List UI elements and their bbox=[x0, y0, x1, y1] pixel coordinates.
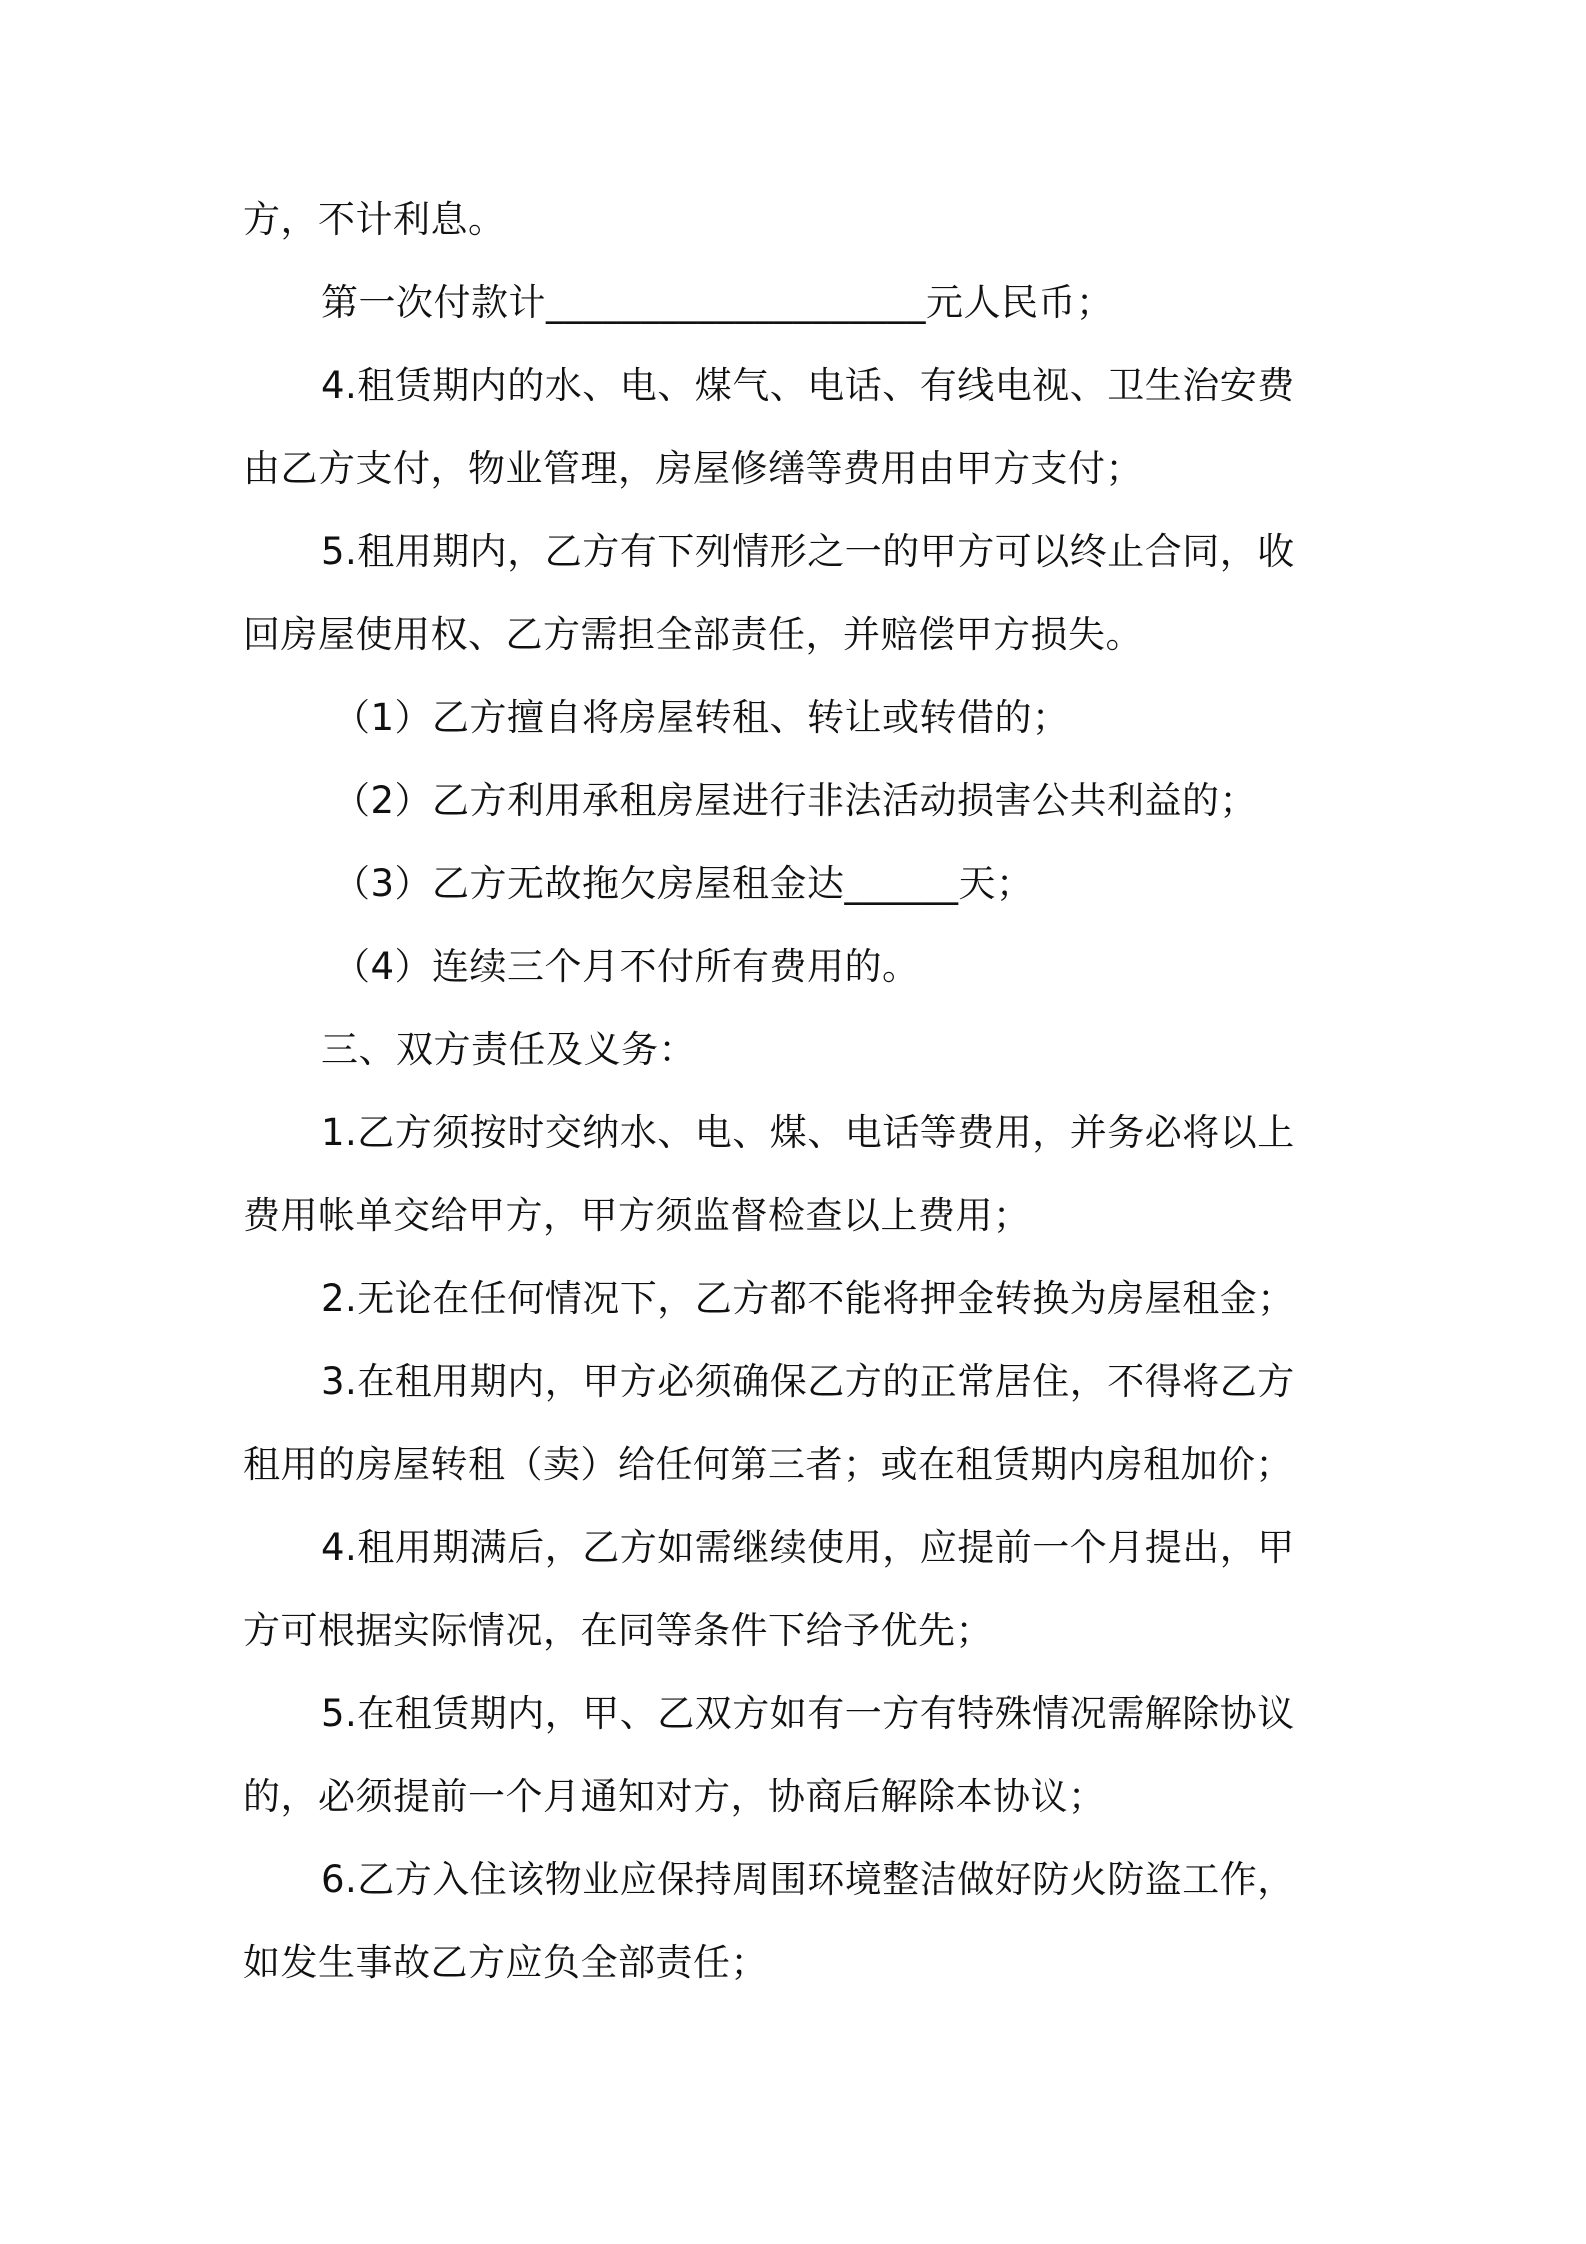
text-line: 2.无论在任何情况下，乙方都不能将押金转换为房屋租金； bbox=[321, 1277, 1295, 1320]
text-line: 4.租用期满后，乙方如需继续使用，应提前一个月提出，甲 bbox=[321, 1526, 1295, 1569]
list-item: （4）连续三个月不付所有费用的。 bbox=[333, 945, 920, 988]
text-line: 5.在租赁期内，甲、乙双方如有一方有特殊情况需解除协议 bbox=[321, 1692, 1295, 1735]
text-line: 6.乙方入住该物业应保持周围环境整洁做好防火防盗工作， bbox=[321, 1858, 1295, 1901]
text-line: 方可根据实际情况，在同等条件下给予优先； bbox=[243, 1609, 993, 1652]
text-line: 4.租赁期内的水、电、煤气、电话、有线电视、卫生治安费 bbox=[321, 364, 1295, 407]
list-item: （2）乙方利用承租房屋进行非法活动损害公共利益的； bbox=[333, 779, 1258, 822]
text-line: 方，不计利息。 bbox=[243, 198, 506, 241]
list-item: （3）乙方无故拖欠房屋租金达______天； bbox=[333, 862, 1034, 905]
text-line: 5.租用期内，乙方有下列情形之一的甲方可以终止合同，收 bbox=[321, 530, 1295, 573]
list-item: （1）乙方擅自将房屋转租、转让或转借的； bbox=[333, 696, 1070, 739]
text-line: 如发生事故乙方应负全部责任； bbox=[243, 1941, 768, 1984]
text-line: 1.乙方须按时交纳水、电、煤、电话等费用，并务必将以上 bbox=[321, 1111, 1295, 1154]
text-line: 回房屋使用权、乙方需担全部责任，并赔偿甲方损失。 bbox=[243, 613, 1143, 656]
section-heading: 三、双方责任及义务： bbox=[321, 1028, 696, 1071]
text-line: 费用帐单交给甲方，甲方须监督检查以上费用； bbox=[243, 1194, 1031, 1237]
text-line: 由乙方支付，物业管理，房屋修缮等费用由甲方支付； bbox=[243, 447, 1143, 490]
text-line: 第一次付款计____________________元人民币； bbox=[321, 281, 1114, 324]
text-line: 租用的房屋转租（卖）给任何第三者；或在租赁期内房租加价； bbox=[243, 1443, 1293, 1486]
text-line: 3.在租用期内，甲方必须确保乙方的正常居住，不得将乙方 bbox=[321, 1360, 1295, 1403]
text-line: 的，必须提前一个月通知对方，协商后解除本协议； bbox=[243, 1775, 1106, 1818]
